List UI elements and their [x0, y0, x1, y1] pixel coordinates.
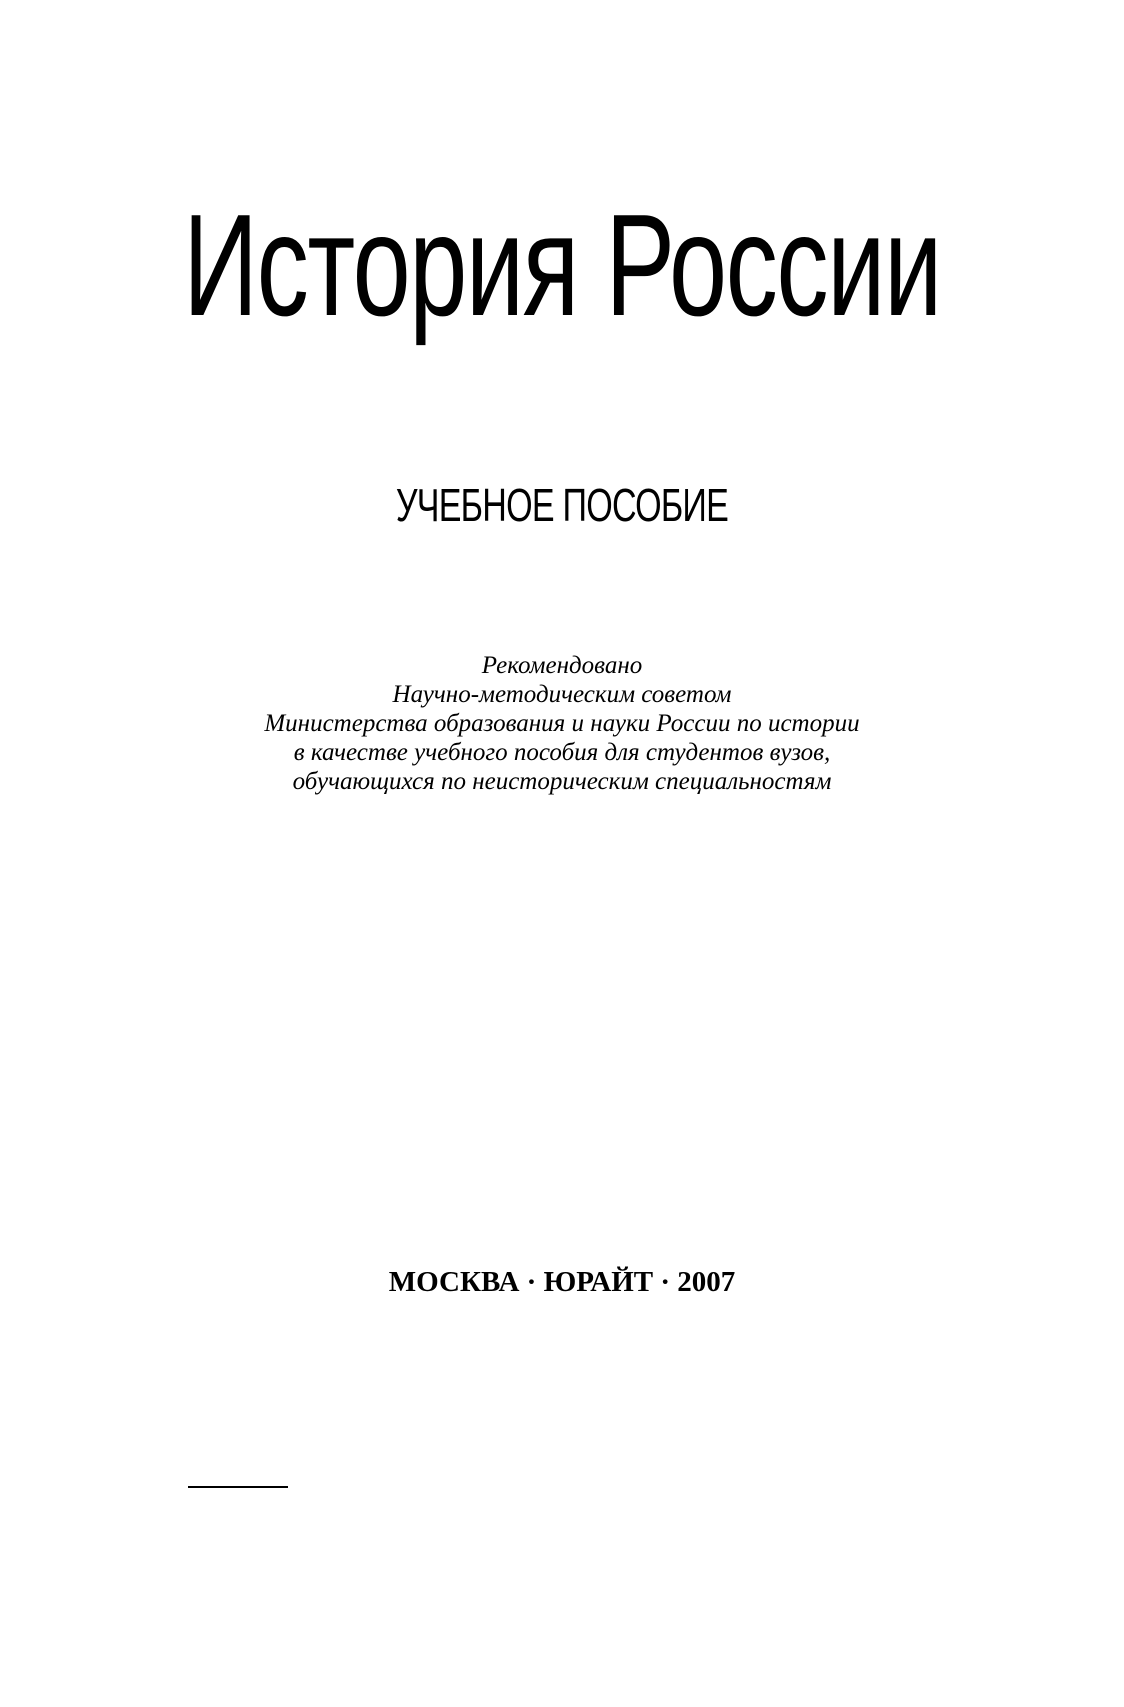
recommendation-line: Министерства образования и науки России по истории — [264, 710, 860, 737]
recommendation-line: Рекомендовано — [481, 652, 643, 679]
book-subtitle: УЧЕБНОЕ ПОСОБИЕ — [395, 479, 729, 531]
footnote-rule — [188, 1486, 288, 1488]
recommendation-line: в качестве учебного пособия для студентов вузов, — [293, 739, 831, 766]
recommendation-line: обучающихся по неисторическим специальностям — [292, 768, 832, 795]
recommendation-block — [0, 651, 1124, 796]
book-title: История России — [183, 184, 941, 346]
publisher-imprint: МОСКВА · ЮРАЙТ · 2007 — [388, 1266, 736, 1298]
recommendation-line: Научно-методическим советом — [392, 681, 732, 708]
